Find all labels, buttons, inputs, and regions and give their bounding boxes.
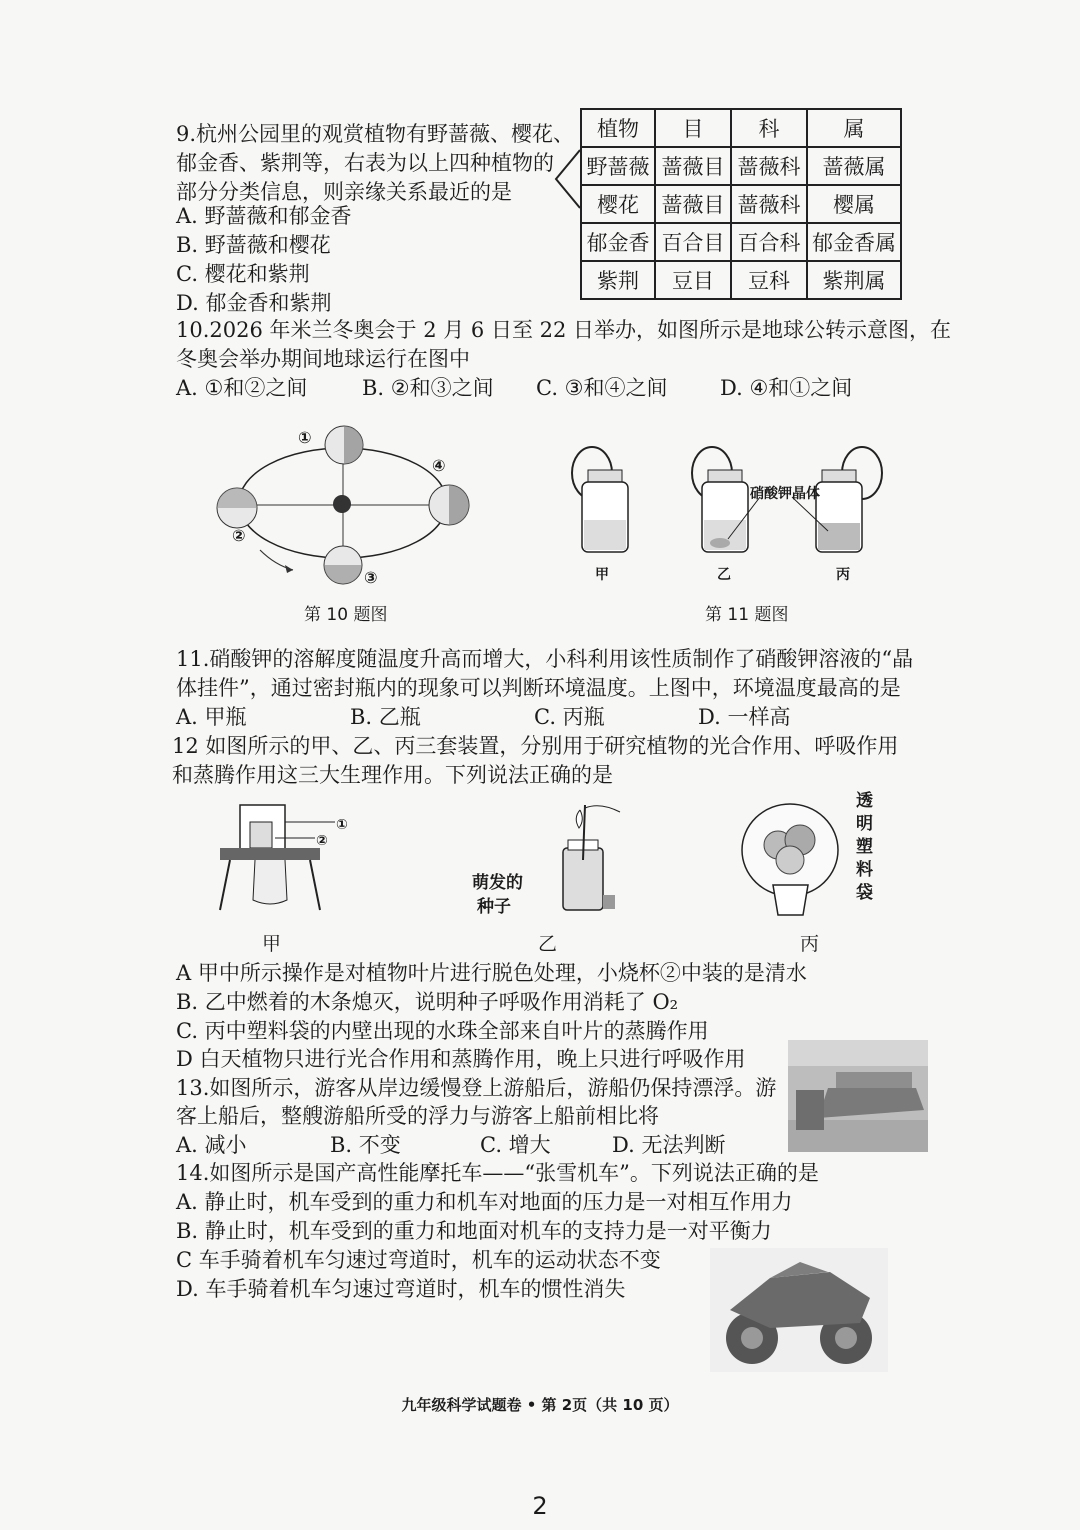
- marker-1: ①: [298, 428, 312, 447]
- q11-option-a: A. 甲瓶: [176, 705, 247, 729]
- q9-option-d: D. 郁金香和紫荆: [176, 291, 332, 315]
- earth-orbit-diagram: [205, 415, 485, 590]
- table-header-row: [581, 109, 901, 147]
- marker-3: ③: [364, 568, 378, 587]
- bag-label-char: 袋: [856, 883, 873, 903]
- table-row: [581, 261, 901, 299]
- q13-option-b: B. 不变: [330, 1133, 401, 1157]
- table-header-cell: 植物: [581, 109, 655, 147]
- jar-label-yi: 乙: [717, 567, 731, 583]
- table-cell: 紫荆: [581, 261, 655, 299]
- table-cell: 郁金香属: [807, 223, 901, 261]
- jar-jia-icon: [572, 447, 628, 552]
- q10-option-d: D. ④和①之间: [720, 376, 853, 400]
- bag-label-char: 明: [856, 814, 873, 834]
- earth-icon: [324, 546, 362, 584]
- fig12-label-bing: 丙: [800, 933, 820, 955]
- apparatus-jia-figure: [215, 800, 335, 918]
- q13-line-2: 客上船后，整艘游船所受的浮力与游客上船前相比将: [176, 1104, 659, 1128]
- table-row: [581, 147, 901, 185]
- q14-option-c: C 车手骑着机车匀速过弯道时，机车的运动状态不变: [176, 1248, 661, 1272]
- q11-option-c: C. 丙瓶: [534, 705, 605, 729]
- q12-option-d: D 白天植物只进行光合作用和蒸腾作用，晚上只进行呼吸作用: [176, 1047, 746, 1071]
- q12-line-2: 和蒸腾作用这三大生理作用。下列说法正确的是: [172, 763, 613, 787]
- page-number: 2: [532, 1492, 548, 1520]
- earth-icon: [217, 488, 257, 528]
- bag-label-char: 透: [856, 791, 873, 811]
- jar-yi-icon: [692, 447, 748, 552]
- marker-2: ②: [232, 526, 246, 545]
- seed-label-2: 种子: [477, 897, 511, 917]
- figure-11-caption: 第 11 题图: [705, 605, 789, 625]
- q12-option-b: B. 乙中燃着的木条熄灭，说明种子呼吸作用消耗了 O₂: [176, 990, 679, 1014]
- q14-option-b: B. 静止时，机车受到的重力和地面对机车的支持力是一对平衡力: [176, 1219, 772, 1243]
- bag-label: [856, 790, 874, 905]
- classification-table: [580, 108, 902, 300]
- q12-option-c: C. 丙中塑料袋的内壁出现的水珠全部来自叶片的蒸腾作用: [176, 1019, 709, 1043]
- q9-option-a: A. 野蔷薇和郁金香: [176, 204, 352, 228]
- q10-option-a: A. ①和②之间: [176, 376, 308, 400]
- q12-line-1: 12 如图所示的甲、乙、丙三套装置，分别用于研究植物的光合作用、呼吸作用: [172, 734, 899, 758]
- q11-line-1: 11.硝酸钾的溶解度随温度升高而增大，小科利用该性质制作了硝酸钾溶液的“晶: [176, 647, 914, 671]
- table-cell: 蔷薇目: [655, 147, 731, 185]
- q13-option-c: C. 增大: [480, 1133, 551, 1157]
- q11-option-d: D. 一样高: [698, 705, 791, 729]
- table-cell: 蔷薇科: [731, 147, 807, 185]
- q13-line-1: 13.如图所示，游客从岸边缓慢登上游船后，游船仍保持漂浮。游: [176, 1076, 777, 1100]
- table-cell: 蔷薇目: [655, 185, 731, 223]
- crystal-label: 硝酸钾晶体: [750, 486, 820, 502]
- apparatus-yi-figure: [545, 800, 635, 918]
- arrow-icon: [285, 565, 293, 573]
- boat-photo: [788, 1040, 928, 1152]
- q14-line-1: 14.如图所示是国产高性能摩托车——“张雪机车”。下列说法正确的是: [176, 1161, 819, 1185]
- q9-option-b: B. 野蔷薇和樱花: [176, 233, 331, 257]
- motorcycle-photo: [710, 1248, 888, 1372]
- beaker-label-1: ①: [336, 817, 348, 833]
- table-cell: 百合目: [655, 223, 731, 261]
- table-bracket: [554, 148, 582, 210]
- earth-icon: [429, 485, 469, 525]
- table-header-cell: 科: [731, 109, 807, 147]
- table-cell: 豆科: [731, 261, 807, 299]
- fig12-label-jia: 甲: [262, 933, 282, 955]
- crystal-jars-figure: [560, 435, 890, 565]
- jar-label-jia: 甲: [595, 567, 609, 583]
- q11-option-b: B. 乙瓶: [350, 705, 421, 729]
- table-header-cell: 目: [655, 109, 731, 147]
- table-cell: 野蔷薇: [581, 147, 655, 185]
- earth-icon: [325, 426, 363, 464]
- q14-option-d: D. 车手骑着机车匀速过弯道时，机车的惯性消失: [176, 1277, 626, 1301]
- table-row: [581, 223, 901, 261]
- table-cell: 樱属: [807, 185, 901, 223]
- q10-line-2: 冬奥会举办期间地球运行在图中: [176, 347, 470, 371]
- q9-line-1: 9.杭州公园里的观赏植物有野蔷薇、樱花、: [176, 122, 575, 146]
- q13-option-a: A. 减小: [176, 1133, 247, 1157]
- table-cell: 蔷薇科: [731, 185, 807, 223]
- table-cell: 樱花: [581, 185, 655, 223]
- q12-option-a: A 甲中所示操作是对植物叶片进行脱色处理，小烧杯②中装的是清水: [176, 961, 807, 985]
- q9-option-c: C. 樱花和紫荆: [176, 262, 310, 286]
- table-header-cell: 属: [807, 109, 901, 147]
- apparatus-bing-figure: [738, 800, 848, 920]
- marker-4: ④: [432, 456, 446, 475]
- table-cell: 紫荆属: [807, 261, 901, 299]
- bag-label-char: 料: [856, 860, 873, 880]
- jar-label-bing: 丙: [836, 567, 850, 583]
- q11-line-2: 体挂件”，通过密封瓶内的现象可以判断环境温度。上图中，环境温度最高的是: [176, 676, 901, 700]
- sun-icon: [333, 495, 351, 513]
- q10-option-c: C. ③和④之间: [536, 376, 668, 400]
- bag-label-char: 塑: [856, 837, 873, 857]
- q14-option-a: A. 静止时，机车受到的重力和机车对地面的压力是一对相互作用力: [176, 1190, 793, 1214]
- table-cell: 蔷薇属: [807, 147, 901, 185]
- beaker-label-2: ②: [316, 833, 328, 849]
- q13-option-d: D. 无法判断: [612, 1133, 726, 1157]
- q10-option-b: B. ②和③之间: [362, 376, 494, 400]
- fig12-label-yi: 乙: [538, 933, 558, 955]
- table-row: [581, 185, 901, 223]
- table-cell: 郁金香: [581, 223, 655, 261]
- page-footer: 九年级科学试题卷 • 第 2页（共 10 页）: [401, 1396, 679, 1414]
- jar-bing-icon: [816, 447, 882, 552]
- q9-line-3: 部分分类信息，则亲缘关系最近的是: [176, 180, 512, 204]
- table-cell: 豆目: [655, 261, 731, 299]
- table-cell: 百合科: [731, 223, 807, 261]
- seed-label-1: 萌发的: [472, 873, 523, 893]
- figure-10-caption: 第 10 题图: [304, 605, 388, 625]
- q9-line-2: 郁金香、紫荆等，右表为以上四种植物的: [176, 151, 554, 175]
- q10-line-1: 10.2026 年米兰冬奥会于 2 月 6 日至 22 日举办，如图所示是地球公转示意图，在: [176, 318, 952, 342]
